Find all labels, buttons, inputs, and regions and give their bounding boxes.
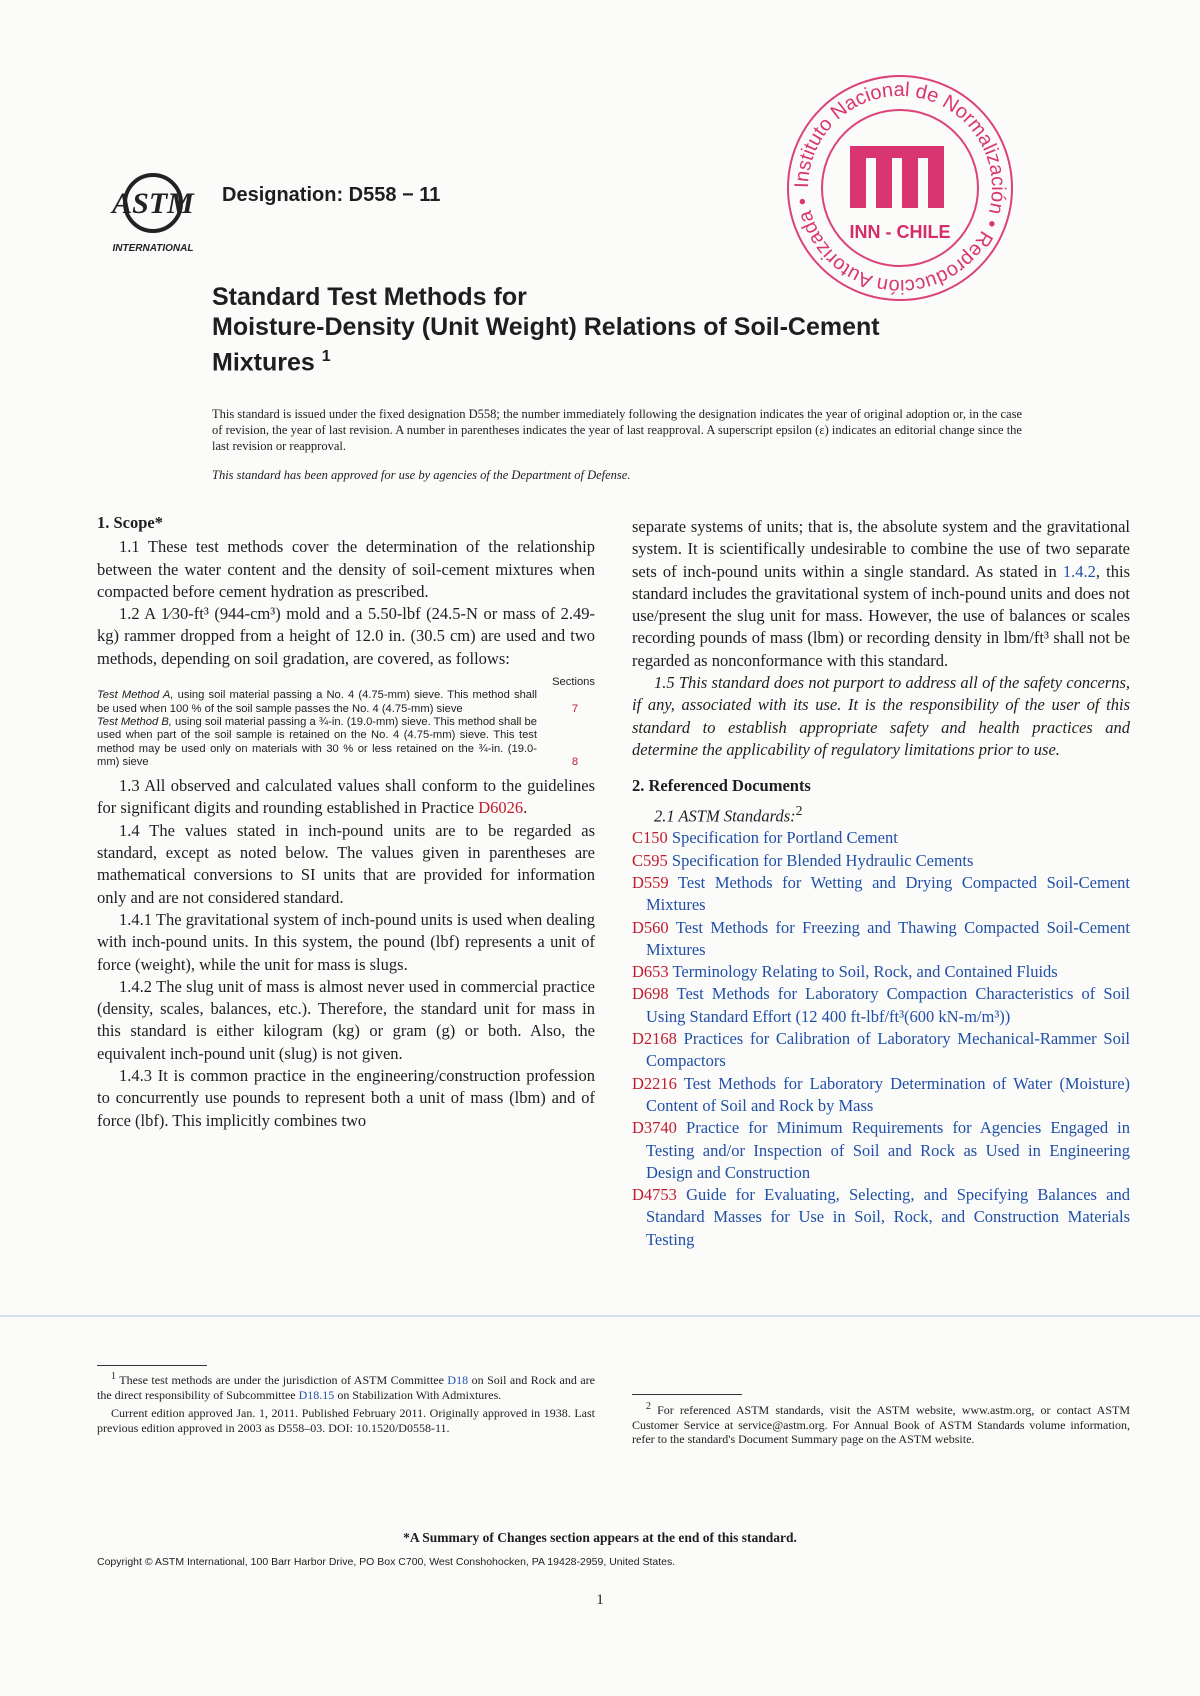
issued-note: This standard is issued under the fixed designation D558; the number immediately following the designation indicates the year of original adoption or, in the case of revision, the year of last revision. A number in parentheses indicates the year of last reapproval. A superscript epsilon (ε) indicates an editorial change since the last revision or reapproval. — [212, 407, 1022, 453]
method-a-section[interactable]: 7 — [571, 702, 579, 715]
link-1-4-2[interactable]: 1.4.2 — [1062, 561, 1096, 581]
methods-table — [97, 676, 595, 769]
reference-item[interactable] — [632, 961, 1130, 983]
stamp-center-text: INN - CHILE — [849, 222, 951, 242]
footnote-1-edition: Current edition approved Jan. 1, 2011. Published February 2011. Originally approved in 1938. Last previous edition approved in 2003 as D558–03. DOI: 10.1520/D0558-11. — [97, 1406, 595, 1435]
reference-title[interactable]: Practice for Minimum Requirements for Agencies Engaged in Testing and/or Inspection of Soil and Rock as Used in Engineering Design and Construction — [646, 1118, 1131, 1182]
reference-code[interactable]: D3740 — [632, 1118, 677, 1138]
reference-code[interactable]: D560 — [632, 917, 669, 937]
reference-item[interactable] — [632, 1028, 1130, 1073]
summary-note: *A Summary of Changes section appears at the end of this standard. — [403, 1530, 797, 1545]
astm-standards-label: 2.1 ASTM Standards:$^2$ — [654, 802, 803, 826]
reference-item[interactable] — [632, 983, 1130, 1028]
logo-subtext: INTERNATIONAL — [112, 243, 194, 254]
footnote-rule-right — [632, 1394, 742, 1395]
reference-item[interactable] — [632, 1073, 1130, 1118]
footnote-rule-left — [97, 1365, 207, 1366]
paragraph-continued: separate systems of units; that is, the absolute system and the gravitational system. It is scientifically undesirable to combine the use of two separate sets of inch-pound units within a single standard. As stated in 1.4.2, this standard includes the gravitational system of inch-pound units and does not use/present the slug unit for mass. However, the use of balances or scales recording pounds of mass (lbm) or recording density in lbm/ft³ shall not be regarded as nonconformance with this standard. — [632, 517, 1130, 670]
paragraph-1-5: 1.5 This standard does not purport to address all of the safety concerns, if any, associated with its use. It is the responsibility of the user of this standard to establish appropriate safety and health practices and determine the applicability of regulatory limitations prior to use. — [632, 673, 1130, 759]
copyright: Copyright © ASTM International, 100 Barr Harbor Drive, PO Box C700, West Conshohocken, PA 19428-2959, United States. — [97, 1556, 676, 1568]
left-column — [97, 512, 595, 1132]
logo-text: ASTM — [112, 187, 194, 220]
inn-chile-stamp — [780, 68, 1020, 308]
method-a-text: using soil material passing a No. 4 (4.75-mm) sieve. This method shall be used when 100 % of the soil sample passes the No. 4 (4.75-mm) sieve — [97, 689, 537, 715]
right-column — [632, 516, 1130, 1251]
reference-code[interactable]: D2216 — [632, 1073, 677, 1093]
svg-text:Instituto Nacional de Normaliz — [791, 79, 1009, 297]
link-d18-15[interactable]: D18.15 — [298, 1387, 335, 1402]
reference-code[interactable]: C150 — [632, 828, 668, 848]
reference-code[interactable]: D2168 — [632, 1029, 677, 1049]
reference-code[interactable]: D653 — [632, 962, 669, 982]
reference-title[interactable]: Specification for Portland Cement — [671, 828, 898, 848]
paragraph-1-4-3: 1.4.3 It is common practice in the engineering/construction profession to concurrently use pounds to represent both a unit of mass (lbm) and of force (lbf). This implicitly combines two — [97, 1066, 595, 1130]
reference-item[interactable] — [632, 827, 1130, 849]
paragraph-1-4: 1.4 The values stated in inch-pound units are to be regarded as standard, except as noted below. The values given in parentheses are mathematical conversions to SI units that are provided for information only and are not considered standard. — [97, 820, 595, 907]
scope-heading: 1. Scope* — [97, 513, 163, 532]
paragraph-1-4-2: 1.4.2 The slug unit of mass is almost never used in commercial practice (density, scales, balances, etc.). Therefore, the standard unit for mass in this standard is either kilogram (kg) or gram (g) or both. Also, the equivalent inch-pound unit (slug) is not given. — [97, 976, 595, 1063]
paragraph-1-4-1: 1.4.1 The gravitational system of inch-pound units is used when dealing with inch-pound units. In this system, the pound (lbf) represents a unit of force (weight), while the unit for mass is slugs. — [97, 909, 595, 974]
approved-note: This standard has been approved for use by agencies of the Department of Defense. — [212, 468, 631, 482]
footnotes-right — [632, 1400, 1130, 1451]
reference-list — [632, 827, 1130, 1251]
footnotes-left — [97, 1370, 595, 1439]
footnote-1: $^1$ These test methods are under the jurisdiction of ASTM Committee D18 on Soil and Rock and are the direct responsibility of Subcommittee D18.15 on Stabilization With Admixtures. — [97, 1371, 595, 1402]
reference-code[interactable]: D559 — [632, 872, 669, 892]
reference-code[interactable]: D698 — [632, 984, 669, 1004]
reference-item[interactable] — [632, 917, 1130, 962]
link-d18[interactable]: D18 — [447, 1373, 469, 1387]
paragraph-1-3: 1.3 All observed and calculated values shall conform to the guidelines for significant digits and rounding established in Practice D6026. — [97, 776, 595, 818]
paragraph-1-2: 1.2 A 1⁄30-ft³ (944-cm³) mold and a 5.50-lbf (24.5-N or mass of 2.49-kg) rammer dropped from a height of 12.0 in. (30.5 cm) are used and two methods, depending on soil gradation, are covered, as follows: — [97, 604, 595, 668]
link-d6026[interactable]: D6026 — [478, 798, 524, 818]
method-b-name: Test Method B, — [97, 715, 172, 728]
reference-title[interactable]: Test Methods for Laboratory Compaction Characteristics of Soil Using Standard Effort (12 400 ft-lbf/ft³(600 kN-m/m³)) — [646, 984, 1130, 1026]
reference-item[interactable] — [632, 1184, 1130, 1251]
refdocs-heading: 2. Referenced Documents — [632, 776, 811, 796]
reference-title[interactable]: Practices for Calibration of Laboratory Mechanical-Rammer Soil Compactors — [646, 1029, 1130, 1071]
method-b-section[interactable]: 8 — [571, 755, 579, 768]
document-title — [212, 282, 992, 377]
method-b-text: using soil material passing a ¾-in. (19.0-mm) sieve. This method shall be used when part of the soil sample is retained on the No. 4 (4.75-mm) sieve. This test method may be used only on materials with 30 % or less retained on the ¾-in. (19.0-mm) sieve — [97, 715, 537, 768]
title-footnote-mark: 1 — [321, 348, 331, 365]
reference-title[interactable]: Test Methods for Laboratory Determination of Water (Moisture) Content of Soil and Rock by Mass — [646, 1073, 1131, 1115]
paragraph-1-1: 1.1 These test methods cover the determination of the relationship between the water content and the density of soil-cement mixtures when compacted before cement hydration as prescribed. — [97, 537, 595, 601]
reference-item[interactable] — [632, 1117, 1130, 1184]
footnote-2: $^2$ For referenced ASTM standards, visit the ASTM website, www.astm.org, or contact ASTM Customer Service at service@astm.org. For Annual Book of ASTM Standards volume information, refer to the standard's Document Summary page on the ASTM website. — [632, 1401, 1130, 1446]
reference-title[interactable]: Test Methods for Wetting and Drying Compacted Soil-Cement Mixtures — [646, 872, 1130, 915]
method-a-name: Test Method A, — [97, 689, 174, 702]
reference-title[interactable]: Terminology Relating to Soil, Rock, and Contained Fluids — [672, 962, 1058, 982]
method-b-row — [97, 716, 595, 769]
reference-title[interactable]: Test Methods for Freezing and Thawing Compacted Soil-Cement Mixtures — [646, 917, 1131, 959]
reference-item[interactable] — [632, 850, 1130, 872]
reference-title[interactable]: Guide for Evaluating, Selecting, and Specifying Balances and Standard Masses for Use in Soil, Rock, and Construction Materials Testing — [646, 1185, 1130, 1249]
page-number: 1 — [596, 1592, 604, 1608]
sections-header: Sections — [552, 676, 595, 689]
title-line-1: Standard Test Methods for — [212, 283, 527, 311]
astm-logo — [98, 165, 208, 255]
scan-artifact-line — [0, 1315, 1200, 1317]
reference-title[interactable]: Specification for Blended Hydraulic Cements — [671, 850, 974, 870]
reference-item[interactable] — [632, 872, 1130, 917]
title-line-2: Moisture-Density (Unit Weight) Relations of Soil-Cement — [212, 313, 880, 341]
title-line-3: Mixtures — [212, 348, 315, 377]
designation: Designation: D558 − 11 — [222, 184, 441, 206]
reference-code[interactable]: D4753 — [632, 1185, 677, 1205]
reference-code[interactable]: C595 — [632, 850, 668, 870]
method-a-row — [97, 689, 595, 716]
stamp-ring-text: Instituto Nacional de Normalización • Reproducción Autorizada • — [790, 78, 1010, 298]
